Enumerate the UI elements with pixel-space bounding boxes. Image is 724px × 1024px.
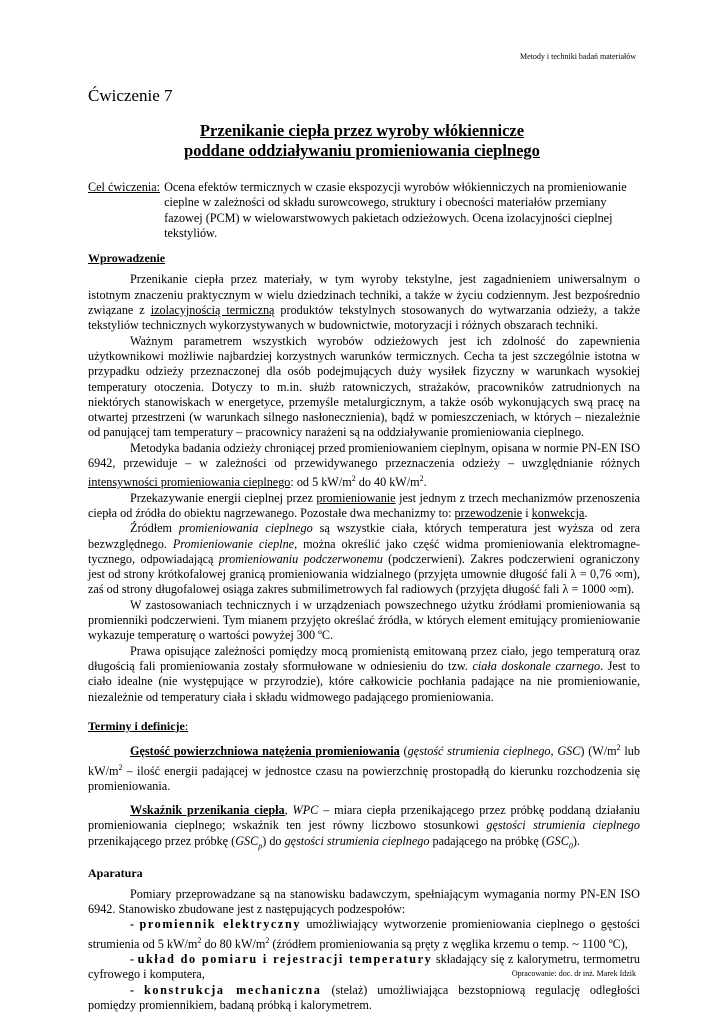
title-line-1: Przenikanie ciepła przez wyroby włókiennicze	[199, 121, 525, 140]
section-heading-apparatus: Aparatura	[88, 865, 143, 880]
apparatus-item-3: - konstrukcja mechaniczna (stelaż) umożliwiająca bezstopniową regulację odległości pomiędzy promiennikiem, badaną próbką i kalorymetrem.	[88, 982, 641, 1012]
term-definition-1: Gęstość powierzchniowa natężenia promieniowania (gęstość strumienia cieplnego, GSC) ($W/m^2$ lub $kW/m^2$ – ilość energii padającej w jednostce czasu na powierzchnię prostopadłą do kierunku rozchodzenia się promieniowania.	[88, 743, 640, 793]
document-body	[88, 180, 640, 1013]
section-heading-intro: Wprowadzenie	[88, 251, 166, 266]
running-footer: Opracowanie: doc. dr inż. Marek Idzik	[511, 969, 636, 978]
intro-paragraph-4: Przekazywanie energii cieplnej przez promieniowanie jest jednym z trzech mechanizmów przenoszenia ciepła od źródła do obiektu nagrzewanego. Pozostałe dwa mechanizmy to: przewodzenie i konwekcja.	[88, 490, 640, 520]
apparatus-item-2: - układ do pomiaru i rejestracji temperatury składający się z kalorymetru, termometru cyfrowego i komputera,	[88, 952, 641, 982]
exercise-number: Ćwiczenie 7	[88, 86, 173, 105]
apparatus-paragraph: Pomiary przeprowadzane są na stanowisku badawczym, spełniającym wymagania normy PN-EN ISO 6942. Stanowisko zbudowane jest z następujących podzespołów:	[88, 886, 640, 917]
intro-paragraph-3: Metodyka badania odzieży chroniącej przed promieniowaniem cieplnym, opisana w normie PN-EN ISO 6942, przewiduje – w zależności od przewidywanego przeznaczenia odzieży – uwzględnianie różnych intensywności promieniowania cieplnego: od 5 $kW/m^2$ do 40 $kW/m^2$.	[88, 440, 640, 490]
intro-paragraph-6: W zastosowaniach technicznych i w urządzeniach powszechnego użytku źródłami promieniowania są promienniki podczerwieni. Tym mianem przyjęto określać źródła, w których element emitujący promieniowanie wykazuje temperaturę o wartości powyżej 300 ºC.	[88, 597, 640, 643]
intro-paragraph-1: Przenikanie ciepła przez materiały, w tym wyroby tekstylne, jest zagadnieniem uniwersalnym o istotnym znaczeniu praktycznym w wielu dziedzinach techniki, a także w życiu codziennym. Jest bezpośrednio związane z izolacyjnością termiczną produktów tekstylnych stosowanych do wytwarzania odzieży, a także tekstyliów technicznych wykorzystywanych w budownictwie, motoryzacji i różnych obszarach techniki.	[88, 272, 640, 333]
running-header: Metody i techniki badań materiałów	[520, 52, 636, 61]
intro-paragraph-7: Prawa opisujące zależności pomiędzy mocą promienistą emitowaną przez ciało, jego temperaturą oraz długością fali promieniowania zostały sformułowane w odniesieniu do tzw. ciała doskonale czarnego. Jest to ciało idealne (nie występujące w przyrodzie), które całkowicie pochłania padające na nie promieniowanie, niezależnie od temperatury ciała i składu widmowego padającego promieniowania.	[88, 643, 640, 704]
goal-text: Ocena efektów termicznych w czasie ekspozycji wyrobów włókienniczych na promieniowanie cieplne w zależności od składu surowcowego, struktury i obecności materiałów przemiany fazowej (PCM) w wielowarstwowych pakietach odzieżowych. Ocena izolacyjności cieplnej tekstyliów.	[164, 180, 627, 240]
goal-label: Cel ćwiczenia:	[88, 180, 161, 194]
exercise-goal	[88, 180, 640, 241]
intro-paragraph-2: Ważnym parametrem wszystkich wyrobów odzieżowych jest ich zdolność do zapewnienia użytkownikowi możliwie najbardziej korzystnych warunków termicznych. Cecha ta jest szczególnie istotna w przypadku odzieży przeznaczonej dla osób podejmujących duży wysiłek fizyczny w warunkach wysokiej temperatury otoczenia. Dotyczy to m.in. służb ratowniczych, strażaków, pracowników zatrudnionych na niektórych stanowiskach w energetyce, przemyśle metalurgicznym, a także osób wykonujących swą pracę na otwartej przestrzeni (w warunkach silnego nasłonecznienia), bądź w pomieszczeniach, w których – niezależnie od panującej tam temperatury – pracownicy narażeni są na oddziaływanie promieniowania cieplnego.	[88, 333, 640, 440]
term-definition-2: Wskaźnik przenikania ciepła, WPC – miara ciepła przenikającego przez próbkę poddaną działaniu promieniowania cieplnego; wskaźnik ten jest równy liczbowo stosunkowi gęstości strumienia cieplnego przenikającego przez próbkę $(GSC_p)$ do gęstości strumienia cieplnego padającego na próbkę $(GSC_0)$.	[88, 803, 640, 851]
title-line-2: poddane oddziaływaniu promieniowania cieplnego	[184, 141, 540, 160]
section-heading-terms: Terminy i definicje:	[88, 718, 189, 733]
intro-paragraph-5: Źródłem promieniowania cieplnego są wszystkie ciała, których temperatura jest wyższa od zera bezwzględnego. Promieniowanie cieplne, można określić jako część widma promieniowania elektromagne-tycznego, odpowiadającą promieniowaniu podczerwonemu (podczerwieni). Zakres podczerwieni ograniczony jest od strony krótkofalowej granicą promieniowania widzialnego (przyjęta umownie długość fali λ = 0,76 ∞m), zaś od strony długofalowej osiąga zakres submilimetrowych fal radiowych (przyjęta długość fali λ = 1000 ∞m).	[88, 521, 640, 597]
document-title	[88, 121, 636, 161]
apparatus-item-1: - promiennik elektryczny umożliwiający wytworzenie promieniowania cieplnego o gęstości strumienia od 5 $kW/m^2$ do 80 $kW/m^2$ (źródłem promieniowania są pręty z węglika krzemu o temp. ~ 1100 ºC),	[88, 917, 640, 951]
